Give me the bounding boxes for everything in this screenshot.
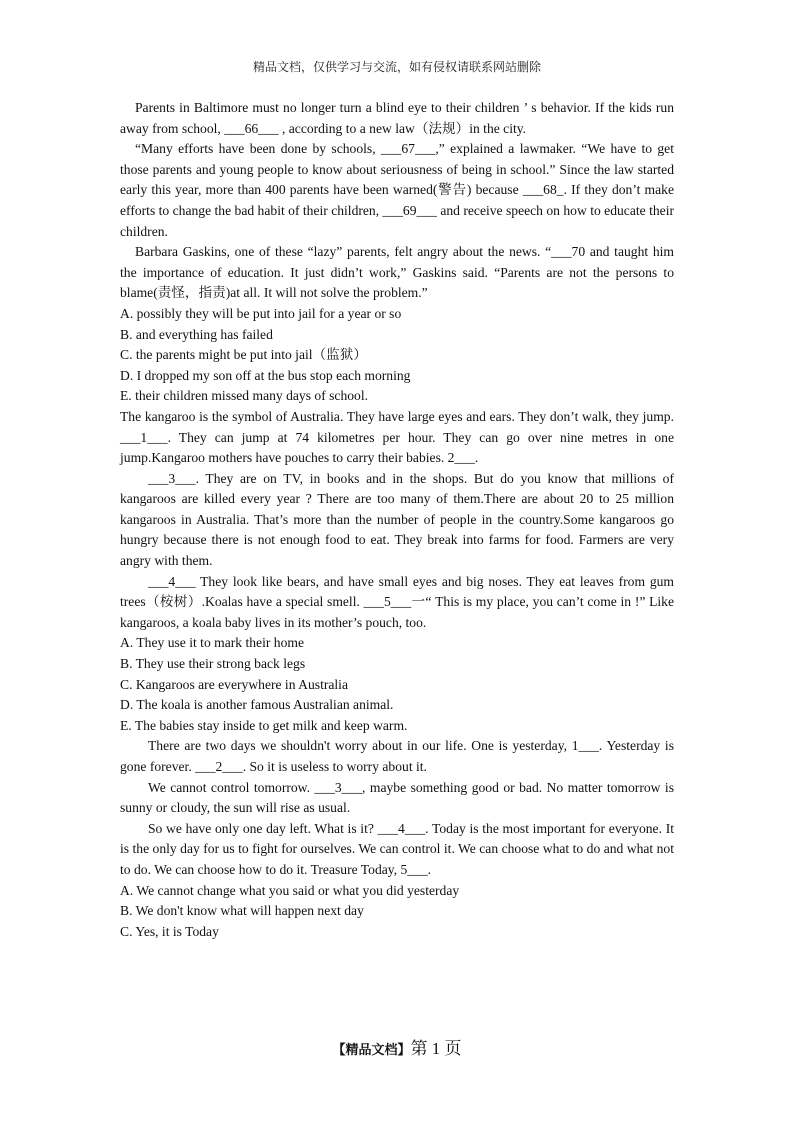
document-body <box>120 98 674 942</box>
option-item: C. Yes, it is Today <box>120 923 219 939</box>
paragraph: We cannot control tomorrow. ___3___, maybe something good or bad. No matter tomorrow is sunny or cloudy, the sun will rise as usual. <box>120 779 674 816</box>
paragraph: ___4___ They look like bears, and have small eyes and big noses. They eat leaves from gum trees（桉树）.Koalas have a special smell. ___5___一“ This is my place, you can’t come in !” Like kangaroos, a koala baby lives in its mother’s pouch, too. <box>120 573 674 630</box>
option-item: E. The babies stay inside to get milk and keep warm. <box>120 717 408 733</box>
paragraph: So we have only one day left. What is it? ___4___. Today is the most important for everyone. It is the only day for us to fight for ourselves. We can control it. We can choose what to do and what not to do. We can choose how to do it. Treasure Today, 5___. <box>120 820 674 877</box>
option-item: B. We don't know what will happen next day <box>120 903 364 919</box>
option-item: D. I dropped my son off at the bus stop each morning <box>120 367 411 383</box>
paragraph: ___3___. They are on TV, in books and in the shops. But do you know that millions of kangaroos are killed every year ? There are too many of them.There are about 20 to 25 million kangaroos in Australia. That’s more than the number of people in the country.Some kangaroos go hungry because there is not enough food to eat. They break into farms for food. Farmers are very angry with them. <box>120 470 674 569</box>
page-header: 精品文档，仅供学习与交流，如有侵权请联系网站删除 <box>252 60 541 74</box>
option-item: C. Kangaroos are everywhere in Australia <box>120 676 348 692</box>
page-number: 第 1 页 <box>410 1039 462 1058</box>
option-item: B. They use their strong back legs <box>120 656 306 672</box>
option-item: D. The koala is another famous Australian animal. <box>120 697 394 713</box>
paragraph: The kangaroo is the symbol of Australia. They have large eyes and ears. They don’t walk, they jump. ___1___. They can jump at 74 kilometres per hour. They can go over nine metres in one jump.Kangaroo mothers have pouches to carry their babies. 2___. <box>120 408 674 466</box>
option-item: A. possibly they will be put into jail for a year or so <box>120 305 402 321</box>
page-footer <box>0 1034 794 1059</box>
option-item: C. the parents might be put into jail（监狱） <box>120 347 367 363</box>
footer-tag: 【精品文档】 <box>332 1043 411 1058</box>
option-item: A. We cannot change what you said or what you did yesterday <box>120 882 460 898</box>
option-item: E. their children missed many days of school. <box>120 388 369 404</box>
option-item: A. They use it to mark their home <box>120 635 304 651</box>
paragraph: Barbara Gaskins, one of these “lazy” parents, felt angry about the news. “___70 and taught him the importance of education. It just didn’t work,” Gaskins said. “Parents are not the persons to blame(责怪，指责)at all. It will not solve the problem.” <box>120 244 674 301</box>
paragraph: There are two days we shouldn't worry about in our life. One is yesterday, 1___. Yesterday is gone forever. ___2___. So it is useless to worry about it. <box>120 738 674 774</box>
paragraph: “Many efforts have been done by schools, ___67___,” explained a lawmaker. “We have to get those parents and young people to know about seriousness of being in school.” Since the law started early this year, more than 400 parents have been warned(警告) because ___68_. If they don’t make efforts to change the bad habit of their children, ___69___ and receive speech on how to educate their children. <box>120 141 674 239</box>
paragraph: Parents in Baltimore must no longer turn a blind eye to their children ’ s behavior. If the kids run away from school, ___66___ , according to a new law（法规）in the city. <box>120 100 674 136</box>
option-item: B. and everything has failed <box>120 326 273 342</box>
